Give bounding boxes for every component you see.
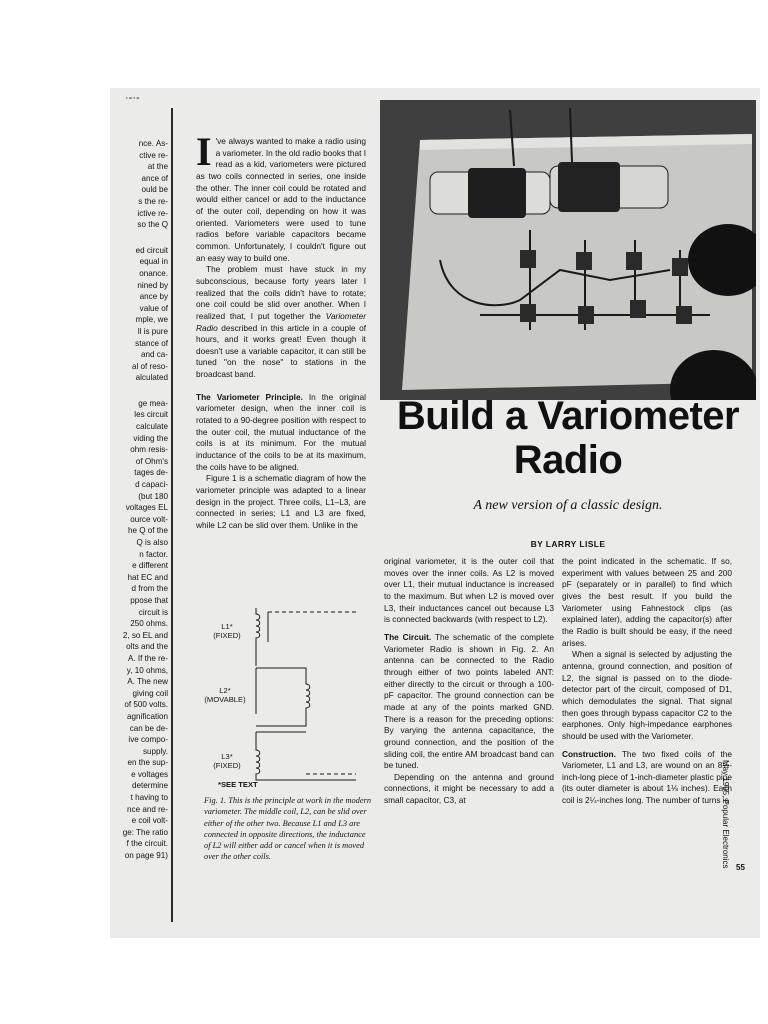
left-fragment-line: viding the: [133, 433, 168, 443]
l1-label: [206, 622, 248, 640]
column-rule: [171, 108, 173, 922]
left-fragment-line: 250 ohms.: [130, 619, 168, 629]
left-fragment-line: nined by: [137, 280, 168, 290]
l1-type: (FIXED): [213, 631, 241, 640]
left-fragment-line: ed circuit: [135, 245, 168, 255]
see-text-note: *SEE TEXT: [218, 780, 258, 789]
circuit-paragraph: [384, 632, 554, 772]
left-fragment-line: tages de-: [134, 468, 168, 478]
left-fragment-line: n factor.: [139, 549, 168, 559]
principle-text: In the original variometer design, when the inner coil is rotated to a 90-degree position with respect to the outer coil, the mutual inductance of the coils is at its minimum. For the mutual inductance of the coils to be at its maximum, the coils have to be aligned.: [196, 391, 366, 472]
left-fragment-line: ould be: [141, 185, 168, 195]
left-fragment-line: alculated: [135, 373, 168, 383]
left-fragment-line: d capaci-: [135, 480, 168, 490]
left-fragment-line: e different: [132, 561, 168, 571]
body-column-2: [384, 556, 554, 807]
body-column-3: [562, 556, 732, 807]
paragraph-2: [196, 264, 366, 381]
intro-paragraph: [196, 129, 366, 264]
construction-heading: Construction.: [562, 748, 616, 759]
left-fragment-line: calculate: [136, 422, 168, 432]
col3-paragraph-2: When a signal is selected by adjusting the antenna, ground connection, and position of L2, the signal is passed on to the diode-detector part of the circuit, composed of D1, which demodulates the signal. That signal then goes through bypass capacitor C2 to the earphones. Only high-impedance earphones should be used with the Variometer.: [562, 649, 732, 741]
circuit-text: The schematic of the complete Variometer Radio is shown in Fig. 2. An antenna can be connected to the Radio through either of two points labeled ANT: either directly to the circuit or through a 100-pF capacitor. The ground connection can be made at any of the points marked GND. There is a reason for the preceding options: By varying the antenna capacitance, the ground connection, and the position of the sliding coil, the entire AM broadcast band can be tuned.: [384, 631, 555, 771]
left-fragment-line: d from the: [131, 584, 168, 594]
drop-cap: I: [196, 129, 212, 174]
left-fragment-line: nce and re-: [127, 804, 168, 814]
para2-before: The problem must have stuck in my subconscious, because forty years later I realized that the coils didn't have to rotate; one coil could be slid over another. When I realized that, I put together the: [196, 264, 366, 321]
left-fragment-line: determine: [132, 781, 168, 791]
l1-name: L1*: [221, 622, 233, 631]
para2-after: described in this article in a couple of hours, and it works great! Even though it doesn't use a variable capacitor, it can still be tuned "on the nose" to stations in the broadcast band.: [196, 322, 366, 380]
radio-photo: [380, 100, 756, 400]
left-fragment-line: mple, we: [135, 315, 168, 325]
left-fragment-line: he Q of the: [127, 526, 168, 536]
left-fragment-line: stance of: [135, 338, 168, 348]
left-fragment-line: 2, so EL and: [122, 630, 168, 640]
left-fragment-line: equal in: [139, 257, 168, 267]
left-fragment-line: ge: The ratio: [122, 827, 168, 837]
left-fragment-line: ppose that: [130, 595, 168, 605]
construction-paragraph: [562, 749, 732, 807]
l3-type: (FIXED): [213, 761, 241, 770]
l3-coil: [256, 732, 356, 780]
left-fragment-line: ive compo-: [128, 735, 168, 745]
left-fragment-line: and ca-: [141, 350, 168, 360]
l1-coil: [256, 608, 260, 666]
left-fragment-line: so the Q: [137, 220, 168, 230]
intro-column: [196, 129, 366, 532]
byline: BY LARRY LISLE: [530, 539, 606, 549]
l2-coil: [256, 668, 310, 726]
left-fragment-line: onance.: [139, 268, 168, 278]
left-fragment-line: circuit is: [138, 607, 168, 617]
left-column-fragments: [110, 138, 168, 862]
figure-caption: Fig. 1. This is the principle at work in the modern variometer. The middle coil, L2, can be slid over either of the other two. Because L1 and L3 are connected in opposite directions, the inductance of L2 will either add or cancel when it is moved over the other coils.: [204, 796, 372, 862]
left-fragment-line: ance of: [141, 173, 168, 183]
left-fragment-line: ge mea-: [138, 398, 168, 408]
issue-line: May 1995, Popular Electronics: [721, 760, 730, 869]
left-fragment-line: value of: [139, 303, 168, 313]
left-fragment-line: e coil volt-: [131, 816, 168, 826]
left-fragment-line: t having to: [130, 793, 168, 803]
left-fragment-line: y, 10 ohms,: [126, 665, 168, 675]
circuit-heading: The Circuit.: [384, 631, 432, 642]
left-fragment-line: of 500 volts.: [124, 700, 168, 710]
left-fragment-line: can be de-: [129, 723, 168, 733]
figure-1-diagram: [196, 604, 376, 794]
col2-paragraph-1: original variometer, it is the outer coil that moves over the inner coils. As L2 is moved over L1, their mutual inductance is increased to the maximum. But when L2 is moved over L3, their inductances cancel out because L3 is connected backwards (with respect to L2).: [384, 556, 554, 625]
corner-mark: ·-·‐: [125, 92, 140, 104]
left-fragment-line: nce. As-: [138, 139, 168, 148]
left-fragment-line: s the re-: [138, 196, 168, 206]
col2-paragraph-3: Depending on the antenna and ground connections, it might be necessary to add a small capacitor, C3, at: [384, 771, 554, 806]
left-fragment-line: ll is pure: [137, 326, 168, 336]
left-fragment-line: en the sup-: [127, 758, 168, 768]
col3-paragraph-1: the point indicated in the schematic. If so, experiment with values between 25 and 200 pF (separately or in parallel) to find which gives the best result. If you build the Variometer using Fahnestock clips (as explained later), adding the capacitor(s) after the Radio is built should be easy, if the need arises.: [562, 556, 732, 648]
left-fragment-line: Q is also: [136, 538, 168, 547]
left-fragment-line: ance by: [139, 292, 168, 302]
left-fragment-line: ctive re-: [139, 150, 168, 160]
left-fragment-line: e voltages: [131, 769, 168, 779]
left-fragment-line: supply.: [142, 746, 168, 756]
intro-text: 've always wanted to make a radio using a variometer. In the old radio books that I read as a kid, variometers were pictured as two coils connected in series, one inside the other. The inner coil could be rotated and would either cancel or add to the inductance of the outer coil, depending on how it was oriented. Variometers were used to tune radios before variable capacitors became common. Unfortunately, I couldn't figure out an easy way to build one.: [196, 136, 366, 263]
left-fragment-line: voltages EL: [125, 503, 168, 513]
left-fragment-line: on page 91): [124, 851, 168, 861]
left-fragment-line: giving coil: [132, 688, 168, 698]
l2-label: [196, 686, 254, 704]
left-fragment-line: les circuit: [134, 410, 168, 420]
l2-type: (MOVABLE): [204, 695, 246, 704]
left-fragment-line: A. If the re-: [127, 653, 168, 663]
left-fragment-line: [110, 384, 168, 398]
variometer-radio-italic: Variometer Radio: [196, 310, 366, 333]
figure-paragraph: Figure 1 is a schematic diagram of how the variometer principle was adapted to a linear design in the project. Three coils, L1–L3, are connected in series; L1 and L3 are fixed, while L2 can be slid over them. Unlike in the: [196, 473, 366, 530]
left-fragment-line: A. The new: [127, 677, 168, 687]
construction-text: The two fixed coils of the Variometer, L1 and L3, are wound on an 8½-inch-long piece of 1-inch-diameter plastic pipe (its outer diameter is about 1⅛ inches). Each coil is 2¼-inches long. The number of turns is: [562, 748, 732, 806]
principle-paragraph: [196, 392, 366, 474]
l3-name: L3*: [221, 752, 233, 761]
left-fragment-line: at the: [147, 162, 168, 172]
left-fragment-line: f the circuit.: [126, 839, 168, 849]
left-fragment-line: ohm resis-: [130, 445, 168, 455]
article-subtitle: A new version of a classic design.: [473, 498, 663, 513]
radio-photo-art: [380, 100, 756, 400]
left-fragment-line: agnification: [127, 711, 168, 721]
left-fragment-line: [110, 231, 168, 245]
article-title: Build a Variometer Radio: [396, 394, 740, 482]
left-fragment-line: hat EC and: [127, 572, 168, 582]
page-number: 55: [736, 863, 745, 872]
principle-heading: The Variometer Principle.: [196, 391, 303, 402]
left-fragment-line: ictive re-: [137, 208, 168, 218]
left-fragment-line: olts and the: [126, 642, 168, 652]
left-fragment-line: al of reso-: [132, 361, 168, 371]
left-fragment-line: ource volt-: [130, 514, 168, 524]
left-fragment-line: (but 180: [138, 491, 168, 501]
left-fragment-line: of Ohm's: [135, 456, 168, 466]
l2-name: L2*: [219, 686, 231, 695]
magazine-page: [110, 88, 760, 938]
l3-label: [206, 752, 248, 770]
